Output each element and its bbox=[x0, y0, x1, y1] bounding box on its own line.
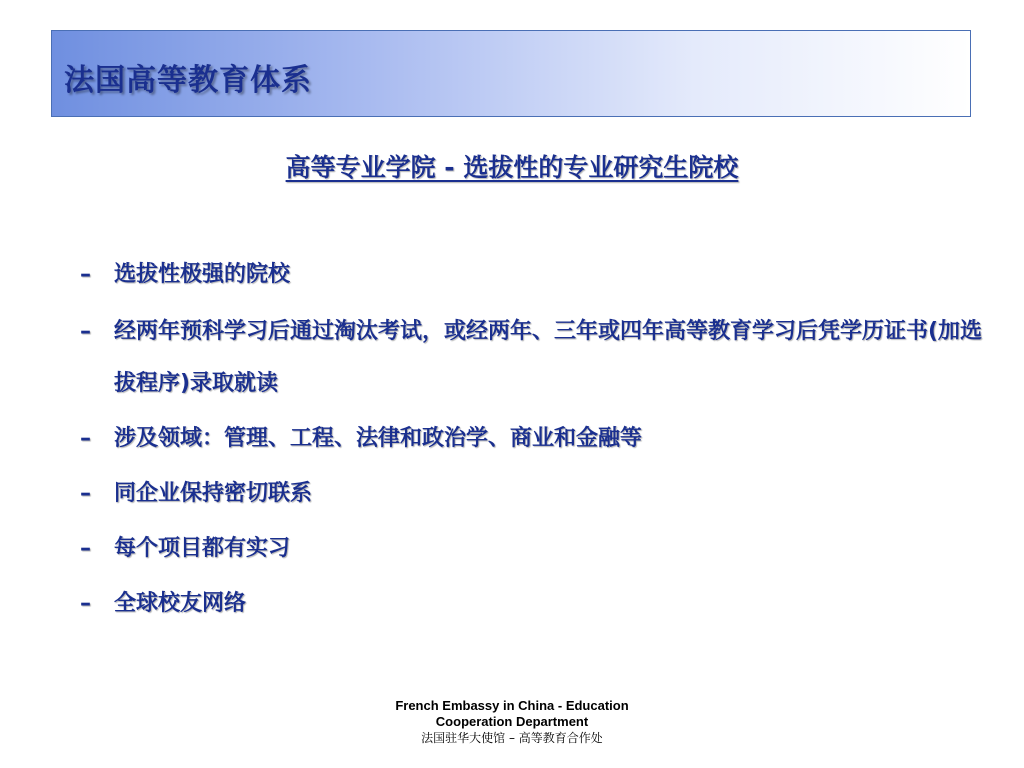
list-item-text: 每个项目都有实习 bbox=[114, 536, 291, 561]
footer bbox=[362, 698, 662, 746]
footer-line-1: French Embassy in China - Education bbox=[395, 698, 629, 713]
bullet-list bbox=[80, 250, 995, 629]
section-subtitle: 高等专业学院 - 选拔性的专业研究生院校 bbox=[285, 153, 739, 182]
list-item-text: 同企业保持密切联系 bbox=[114, 481, 313, 506]
title-banner bbox=[51, 30, 971, 117]
list-item-text: 涉及领域：管理、工程、法律和政治学、商业和金融等 bbox=[114, 426, 643, 451]
footer-line-3: 法国驻华大使馆 – 高等教育合作处 bbox=[421, 731, 603, 745]
dash-marker: – bbox=[80, 481, 91, 506]
page-title: 法国高等教育体系 bbox=[64, 63, 312, 98]
dash-marker: – bbox=[80, 591, 91, 616]
list-item bbox=[80, 414, 995, 464]
list-item-text: 选拔性极强的院校 bbox=[114, 262, 291, 287]
list-item-text: 全球校友网络 bbox=[114, 591, 247, 616]
dash-marker: – bbox=[80, 536, 91, 561]
dash-marker: – bbox=[80, 426, 91, 451]
list-item-text: 经两年预科学习后通过淘汰考试，或经两年、三年或四年高等教育学习后凭学历证书(加选拔程序)录取就读 bbox=[114, 319, 983, 396]
list-item bbox=[80, 524, 995, 574]
list-item bbox=[80, 469, 995, 519]
dash-marker: – bbox=[80, 319, 91, 344]
footer-line-2: Cooperation Department bbox=[435, 714, 589, 729]
dash-marker: – bbox=[80, 262, 91, 287]
list-item bbox=[80, 579, 995, 629]
list-item bbox=[80, 250, 995, 300]
list-item bbox=[80, 306, 995, 410]
